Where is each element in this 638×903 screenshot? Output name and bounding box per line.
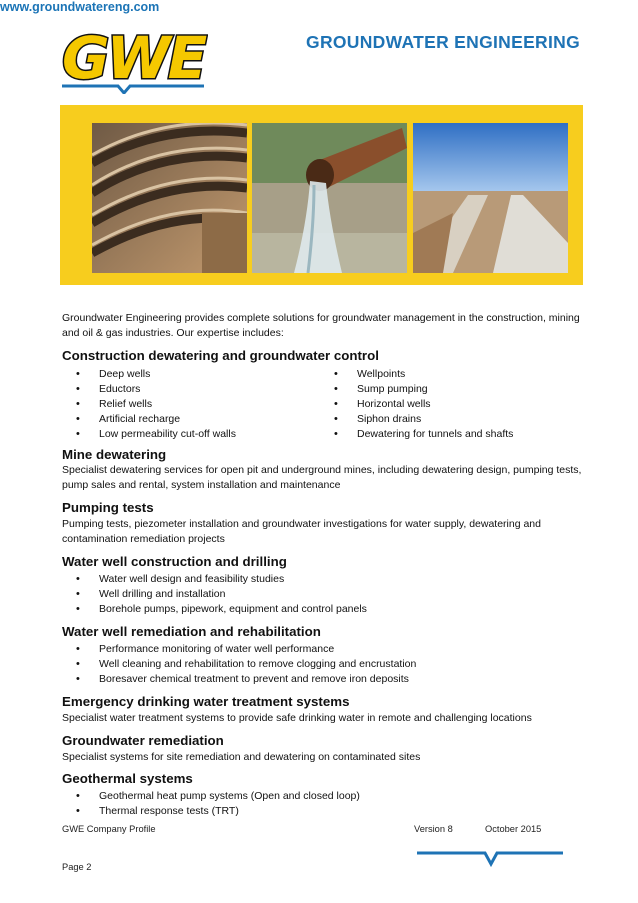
heading-emergency-drinking-water: Emergency drinking water treatment systems [62, 694, 350, 709]
photo-banner [60, 105, 583, 285]
emergency-drinking-water-text: Specialist water treatment systems to provide safe drinking water in remote and challenging locations [62, 712, 532, 724]
list-item: • Well drilling and installation [76, 587, 367, 602]
list-item: • Wellpoints [334, 367, 513, 382]
list-item: • Dewatering for tunnels and shafts [334, 427, 513, 442]
geothermal-list [76, 789, 360, 819]
footer-page-number: Page 2 [62, 862, 92, 872]
list-item: • Performance monitoring of water well performance [76, 642, 416, 657]
excavation-dewatering-photo [92, 123, 247, 273]
list-item: • Siphon drains [334, 412, 513, 427]
list-item: • Relief wells [76, 397, 236, 412]
footer-version: Version 8 [414, 824, 453, 834]
heading-pumping-tests: Pumping tests [62, 500, 154, 515]
list-item: • Water well design and feasibility studies [76, 572, 367, 587]
heading-water-well-remediation: Water well remediation and rehabilitation [62, 624, 321, 639]
water-well-construction-list [76, 572, 367, 617]
list-item: • Well cleaning and rehabilitation to remove clogging and encrustation [76, 657, 416, 672]
heading-construction: Construction dewatering and groundwater control [62, 348, 379, 363]
construction-list-right [334, 367, 513, 442]
list-item: • Deep wells [76, 367, 236, 382]
page-title: GROUNDWATER ENGINEERING [306, 32, 580, 52]
water-well-remediation-list [76, 642, 416, 687]
construction-list-left [76, 367, 236, 442]
list-item: • Thermal response tests (TRT) [76, 804, 360, 819]
list-item: • Low permeability cut-off walls [76, 427, 236, 442]
dry-channel-landscape-photo [413, 123, 568, 273]
wave-line-icon [415, 850, 565, 868]
list-item: • Borehole pumps, pipework, equipment and control panels [76, 602, 367, 617]
website-link[interactable]: www.groundwatereng.com [0, 0, 160, 14]
list-item: • Boresaver chemical treatment to prevent and remove iron deposits [76, 672, 416, 687]
pumping-tests-text: Pumping tests, piezometer installation and groundwater investigations for water supply, dewatering and contamination remediation projects [62, 518, 541, 545]
heading-geothermal-systems: Geothermal systems [62, 771, 193, 786]
footer-date: October 2015 [485, 824, 542, 834]
list-item: • Artificial recharge [76, 412, 236, 427]
heading-water-well-construction: Water well construction and drilling [62, 554, 287, 569]
mine-dewatering-text: Specialist dewatering services for open pit and underground mines, including dewatering design, pumping tests, pump sales and rental, system installation and maintenance [62, 464, 582, 491]
pipe-discharge-water-photo [252, 123, 407, 273]
footer-profile: GWE Company Profile [62, 824, 156, 834]
groundwater-remediation-text: Specialist systems for site remediation and dewatering on contaminated sites [62, 751, 421, 763]
list-item: • Horizontal wells [334, 397, 513, 412]
heading-groundwater-remediation: Groundwater remediation [62, 733, 224, 748]
list-item: • Eductors [76, 382, 236, 397]
gwe-logo [58, 22, 208, 94]
intro-paragraph: Groundwater Engineering provides complete solutions for groundwater management in the construction, mining and oil & gas industries. Our expertise includes: [62, 312, 580, 339]
list-item: • Geothermal heat pump systems (Open and closed loop) [76, 789, 360, 804]
list-item: • Sump pumping [334, 382, 513, 397]
logo-lettering: GWE [62, 24, 205, 92]
heading-mine-dewatering: Mine dewatering [62, 447, 167, 462]
